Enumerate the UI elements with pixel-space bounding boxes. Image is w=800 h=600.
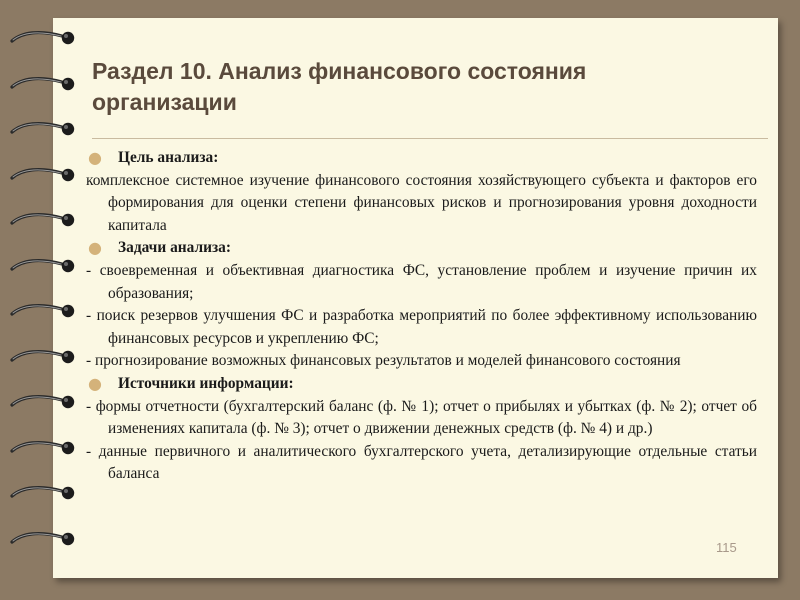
- bullet-icon: ●: [88, 373, 102, 393]
- goal-heading: [86, 147, 757, 170]
- spiral-ring-icon: [10, 212, 80, 228]
- spiral-ring-icon: [10, 394, 80, 410]
- spiral-ring-icon: [10, 76, 80, 92]
- slide-content: [86, 147, 757, 486]
- title-line-2: организации: [92, 89, 237, 115]
- tasks-heading-text: Задачи анализа:: [118, 239, 231, 257]
- page-title: [92, 56, 692, 118]
- goal-heading-text: Цель анализа:: [118, 149, 219, 166]
- bullet-icon: ●: [88, 148, 102, 167]
- bullet-icon: ●: [88, 238, 102, 258]
- spiral-ring-icon: [10, 30, 80, 46]
- sources-heading-text: Источники информации:: [118, 374, 294, 392]
- page-number: 115: [716, 540, 737, 555]
- task-item: - поиск резервов улучшения ФС и разработка мероприятий по более эффективному использованию финансовых ресурсов и укреплению ФС;: [86, 307, 757, 347]
- source-item: - формы отчетности (бухгалтерский баланс (ф. № 1); отчет о прибылях и убытках (ф. № 2); отчет об изменениях капитала (ф. № 3); отчет о движении денежных средств (ф. № 4) и др.): [86, 397, 757, 438]
- spiral-ring-icon: [10, 303, 80, 319]
- spiral-ring-icon: [10, 531, 80, 547]
- source-item: - данные первичного и аналитического бухгалтерского учета, детализирующие отдельные статьи баланса: [86, 442, 757, 483]
- title-line-1: Раздел 10. Анализ финансового состояния: [92, 58, 587, 84]
- goal-text: комплексное системное изучение финансового состояния хозяйствующего субъекта и факторов его формирования для оценки степени финансовых рисков и прогнозирования уровня доходности капитала: [86, 171, 757, 234]
- title-divider: [92, 138, 768, 139]
- spiral-ring-icon: [10, 349, 80, 365]
- tasks-heading: [86, 237, 757, 260]
- spiral-ring-icon: [10, 121, 80, 137]
- spiral-ring-icon: [10, 258, 80, 274]
- sources-heading: [86, 373, 757, 396]
- spiral-ring-icon: [10, 440, 80, 456]
- task-item: - прогнозирование возможных финансовых результатов и моделей финансового состояния: [86, 352, 681, 370]
- spiral-ring-icon: [10, 485, 80, 501]
- spiral-ring-icon: [10, 167, 80, 183]
- task-item: - своевременная и объективная диагностика ФС, установление проблем и изучение причин их образования;: [86, 261, 757, 302]
